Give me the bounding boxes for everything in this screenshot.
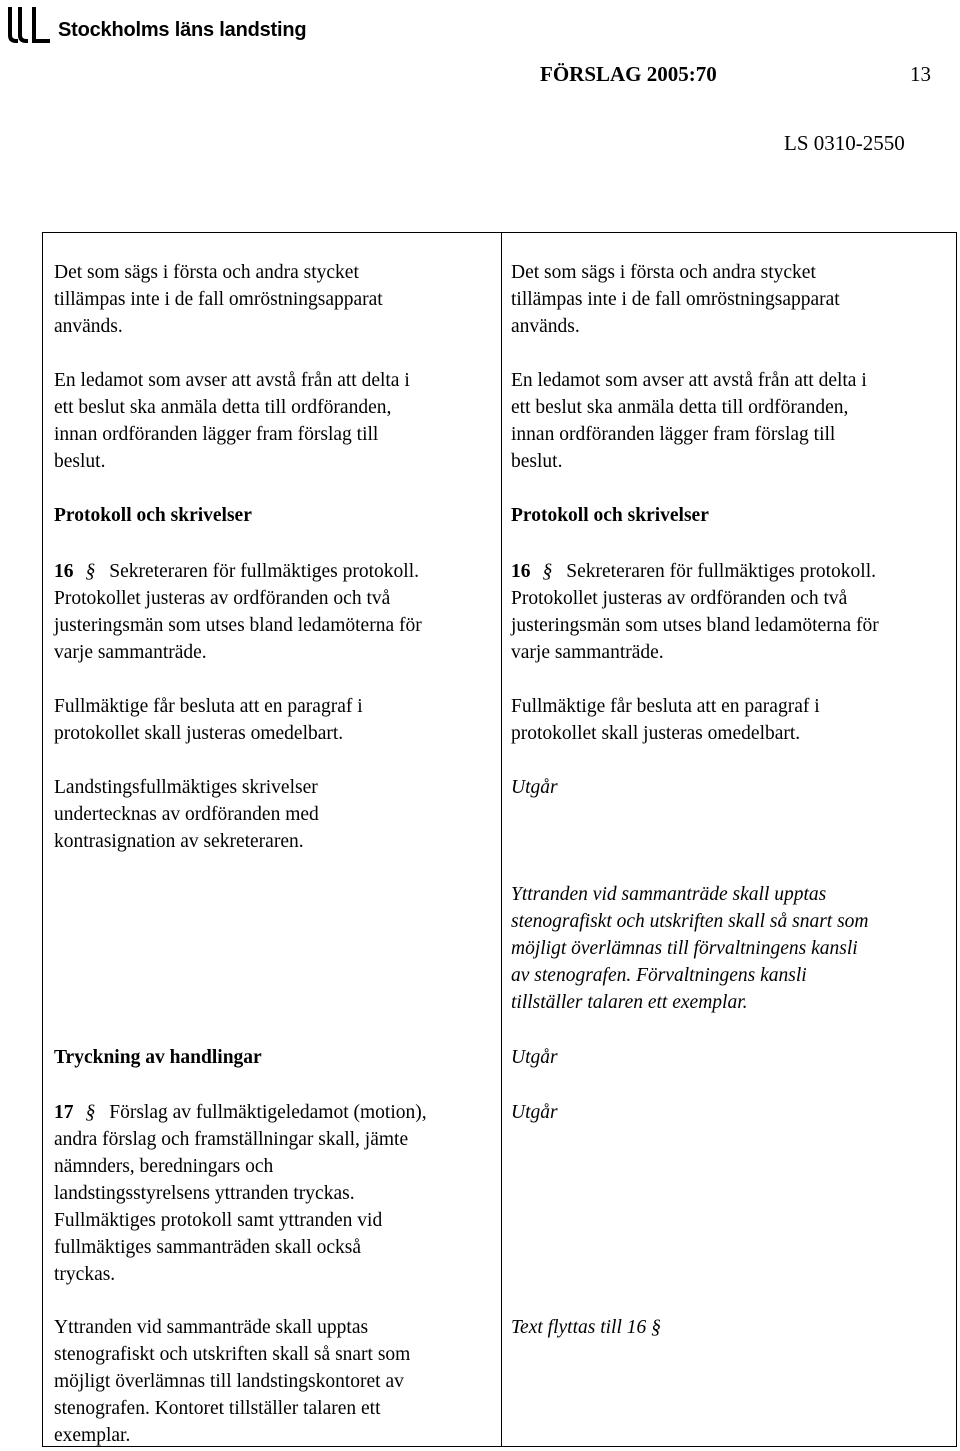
left-paragraph-yttranden: Yttranden vid sammanträde skall upptas stenografiskt och utskriften skall så snart som möjligt överlämnas till landstingskontoret av stenografen. Kontoret tillställer talaren ett exemplar.	[54, 1317, 411, 1446]
right-utgar-2: Utgår	[511, 1047, 558, 1068]
right-utgar-1: Utgår	[511, 777, 558, 798]
header-logo	[4, 4, 306, 46]
section-sign: §	[85, 561, 96, 582]
logo-text: Stockholms läns landsting	[58, 18, 307, 41]
comparison-table	[42, 232, 957, 1447]
right-paragraph-1: Det som sägs i första och andra stycket tillämpas inte i de fall omröstningsapparat används.	[511, 262, 840, 337]
left-paragraph-fullmaktige: Fullmäktige får besluta att en paragraf i protokollet skall justeras omedelbart.	[54, 696, 363, 744]
section-sign: §	[542, 561, 553, 582]
right-text-flyttas: Text flyttas till 16 §	[511, 1317, 661, 1338]
document-title: FÖRSLAG 2005:70	[540, 62, 717, 86]
right-section-16-text: Protokollet justeras av ordföranden och två justeringsmän som utses bland ledamöterna för varje sammanträde.	[511, 588, 879, 663]
right-section-16	[511, 558, 951, 585]
column-divider	[501, 233, 502, 1446]
left-section-16-text: Protokollet justeras av ordföranden och två justeringsmän som utses bland ledamöterna för varje sammanträde.	[54, 588, 422, 663]
section-16-first-line: Sekreteraren för fullmäktiges protokoll.	[109, 561, 419, 582]
reference-number: LS 0310-2550	[784, 131, 905, 155]
left-paragraph-skrivelser: Landstingsfullmäktiges skrivelser undertecknas av ordföranden med kontrasignation av sekreteraren.	[54, 777, 319, 852]
left-heading-protokoll: Protokoll och skrivelser	[54, 505, 252, 526]
right-heading-protokoll: Protokoll och skrivelser	[511, 505, 709, 526]
section-17-first-line: Förslag av fullmäktigeledamot (motion),	[109, 1102, 427, 1123]
right-paragraph-yttranden: Yttranden vid sammanträde skall upptas stenografiskt och utskriften skall så snart som möjligt överlämnas till förvaltningens kansli av stenografen. Förvaltningens kansli tillställer talaren ett exemplar.	[511, 884, 869, 1013]
section-16-first-line: Sekreteraren för fullmäktiges protokoll.	[566, 561, 876, 582]
left-paragraph-1: Det som sägs i första och andra stycket tillämpas inte i de fall omröstningsapparat används.	[54, 262, 383, 337]
section-sign: §	[85, 1102, 96, 1123]
right-paragraph-fullmaktige: Fullmäktige får besluta att en paragraf i protokollet skall justeras omedelbart.	[511, 696, 820, 744]
landsting-logo-icon	[4, 5, 52, 45]
left-section-17	[54, 1099, 494, 1126]
section-16-number: 16	[511, 561, 531, 582]
left-section-16	[54, 558, 494, 585]
left-section-17-text: andra förslag och framställningar skall, jämte nämnders, beredningars och landstingsstyrelsens yttranden tryckas. Fullmäktiges protokoll samt yttranden vid fullmäktiges sammanträden skall också tryckas.	[54, 1129, 409, 1285]
section-16-number: 16	[54, 561, 74, 582]
left-heading-tryckning: Tryckning av handlingar	[54, 1047, 262, 1068]
left-paragraph-2: En ledamot som avser att avstå från att delta i ett beslut ska anmäla detta till ordföranden, innan ordföranden lägger fram förslag till beslut.	[54, 370, 410, 472]
right-utgar-3: Utgår	[511, 1102, 558, 1123]
page-number: 13	[910, 62, 931, 86]
section-17-number: 17	[54, 1102, 74, 1123]
right-paragraph-2: En ledamot som avser att avstå från att delta i ett beslut ska anmäla detta till ordföranden, innan ordföranden lägger fram förslag till beslut.	[511, 370, 867, 472]
